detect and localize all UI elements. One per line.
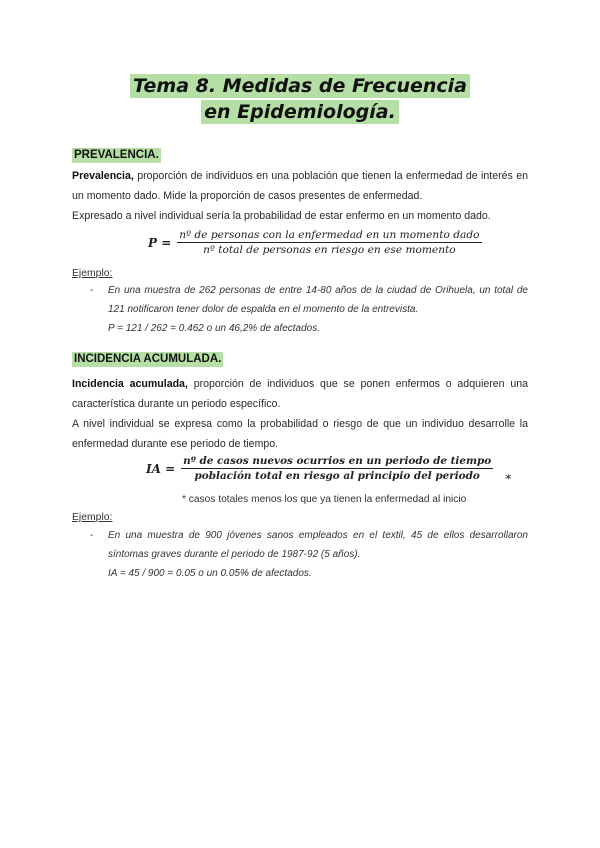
incidencia-example-label: Ejemplo:: [72, 512, 113, 523]
prevalencia-text-1: proporción de individuos en una población que tienen la enfermedad de interés en un momento dado. Mide la proporción de casos presentes de enfermedad.: [72, 170, 528, 202]
formula-fraction: [181, 455, 493, 482]
formula-lhs: P =: [148, 235, 172, 250]
incidencia-example: [90, 526, 528, 583]
formula-numerator: nº de casos nuevos ocurrios en un periodo de tiempo: [183, 455, 492, 467]
incidencia-footnote: * casos totales menos los que ya tienen la enfermedad al inicio: [182, 494, 467, 505]
title-line-2: en Epidemiología.: [201, 100, 399, 124]
formula-fraction: [177, 229, 481, 256]
incidencia-example-calc: IA = 45 / 900 = 0.05 o un 0.05% de afectados.: [108, 568, 312, 579]
formula-lhs: IA =: [146, 461, 176, 476]
formula-asterisk: *: [505, 472, 512, 486]
prevalencia-formula: [148, 229, 482, 256]
incidencia-term: Incidencia acumulada,: [72, 378, 188, 390]
prevalencia-example-text: En una muestra de 262 personas de entre 14-80 años de la ciudad de Orihuela, un total de 121 notificaron tener dolor de espalda en el momento de la entrevista.: [108, 285, 528, 315]
prevalencia-text-2: Expresado a nivel individual sería la probabilidad de estar enfermo en un momento dado.: [72, 210, 491, 222]
prevalencia-example-label: Ejemplo:: [72, 268, 113, 279]
incidencia-text-2: A nivel individual se expresa como la probabilidad o riesgo de que un individuo desarrolle la enfermedad durante ese periodo de tiempo.: [72, 418, 528, 450]
prevalencia-term: Prevalencia,: [72, 170, 134, 182]
page-title: [0, 74, 600, 124]
prevalencia-definition: [72, 166, 528, 226]
list-dash: -: [90, 285, 94, 296]
incidencia-definition: [72, 374, 528, 454]
incidencia-text-1: proporción de individuos que se ponen enfermos o adquieren una característica durante un periodo específico.: [72, 378, 529, 410]
formula-denominator: nº total de personas en riesgo en ese momento: [203, 244, 456, 256]
incidencia-example-text: En una muestra de 900 jóvenes sanos empleados en el textil, 45 de ellos desarrollaron síntomas graves durante el periodo de 1987-92 (5 años).: [108, 530, 528, 560]
formula-denominator: población total en riesgo al principio del periodo: [194, 470, 480, 482]
prevalencia-heading: PREVALENCIA.: [74, 149, 159, 161]
list-dash: -: [90, 530, 94, 541]
prevalencia-example-calc: P = 121 / 262 = 0.462 o un 46,2% de afectados.: [108, 323, 321, 334]
incidencia-formula: [146, 455, 512, 486]
formula-numerator: nº de personas con la enfermedad en un momento dado: [179, 229, 480, 241]
incidencia-heading: INCIDENCIA ACUMULADA.: [74, 353, 222, 365]
title-line-1: Tema 8. Medidas de Frecuencia: [130, 74, 470, 98]
prevalencia-example: [90, 281, 528, 338]
